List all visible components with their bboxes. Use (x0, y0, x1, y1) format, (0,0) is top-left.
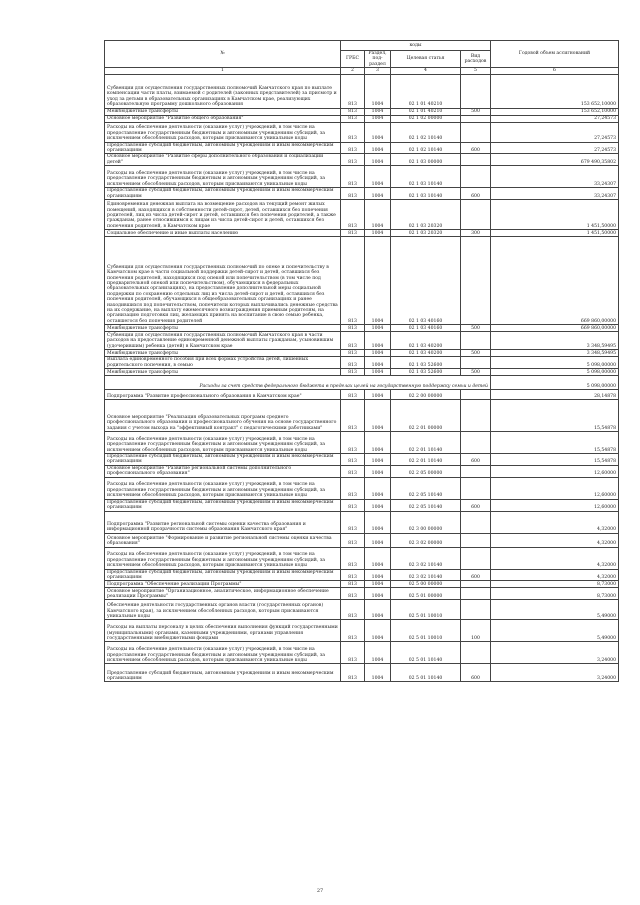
row-grbs: 813 (341, 369, 365, 376)
row-section: 1004 (365, 465, 391, 477)
row-grbs: 813 (341, 115, 365, 122)
row-type (461, 588, 491, 600)
row-amount: 4,32000 (491, 547, 619, 569)
row-grbs: 813 (341, 230, 365, 237)
row-name: Основное мероприятие "Развитие общего образования" (105, 115, 341, 122)
row-amount: 33,24307 (491, 188, 619, 200)
row-section: 1004 (365, 547, 391, 569)
column-index: 4 (391, 68, 461, 74)
row-section: 1004 (365, 620, 391, 642)
row-grbs: 813 (341, 477, 365, 499)
table-row (105, 533, 619, 547)
table-row (105, 108, 619, 115)
row-grbs: 813 (341, 432, 365, 454)
row-grbs: 813 (341, 569, 365, 581)
row-name: Подпрограмма "Обеспечение реализации Программы" (105, 581, 341, 588)
row-section: 1004 (365, 454, 391, 466)
row-amount: 12,60000 (491, 499, 619, 511)
row-grbs: 813 (341, 350, 365, 357)
row-name: Основное мероприятие "Реализация образовательных программ среднего профессионального образования и профессионального обучения на основе государственного задания с учетом выхода на "эффективный контракт" с педагогическими работниками" (105, 400, 341, 432)
row-grbs: 813 (341, 499, 365, 511)
table-row (105, 369, 619, 376)
table-row (105, 74, 619, 108)
row-target: 02 3 00 00000 (391, 511, 461, 533)
row-type (461, 600, 491, 620)
row-section: 1004 (365, 332, 391, 350)
column-index: 5 (461, 68, 491, 74)
row-amount: 153 652,10000 (491, 74, 619, 108)
table-row (105, 230, 619, 237)
row-type (461, 122, 491, 142)
row-name: Межбюджетные трансферты (105, 325, 341, 332)
row-type: 500 (461, 325, 491, 332)
table-row (105, 499, 619, 511)
column-index: 1 (105, 68, 341, 74)
column-header-type: Вид расходов (461, 51, 491, 68)
table-row (105, 620, 619, 642)
row-type (461, 237, 491, 325)
row-target: 02 1 03 40160 (391, 237, 461, 325)
row-target: 02 2 05 10140 (391, 499, 461, 511)
table-row (105, 465, 619, 477)
column-header-target: Целевая статья (391, 51, 461, 68)
row-grbs: 813 (341, 357, 365, 369)
row-name: Предоставление субсидий бюджетным, автономным учреждениям и иным некоммерческим организациям (105, 142, 341, 154)
row-amount: 27,24573 (491, 122, 619, 142)
row-target: 02 5 01 10140 (391, 642, 461, 664)
row-amount: 12,60000 (491, 477, 619, 499)
row-amount: 669 860,00000 (491, 325, 619, 332)
row-grbs: 813 (341, 664, 365, 682)
row-grbs: 813 (341, 588, 365, 600)
row-grbs: 813 (341, 581, 365, 588)
row-target: 02 1 03 40200 (391, 350, 461, 357)
row-target: 02 3 02 10140 (391, 569, 461, 581)
row-name: Расходы на обеспечение деятельности (оказание услуг) учреждений, в том числе на предоставление государственным бюджетным и автономным учреждениям субсидий, за исключением обособленных расходов, которым присваиваются уникальные коды (105, 166, 341, 188)
table-row (105, 547, 619, 569)
row-name: Межбюджетные трансферты (105, 350, 341, 357)
row-type (461, 200, 491, 230)
row-target: 02 1 03 20320 (391, 230, 461, 237)
row-section: 1004 (365, 350, 391, 357)
row-grbs: 813 (341, 325, 365, 332)
row-type: 600 (461, 454, 491, 466)
row-name: Расходы на обеспечение деятельности (оказание услуг) учреждений, в том числе на предоставление государственным бюджетным и автономным учреждениям субсидий, за исключением обособленных расходов, которым присваиваются уникальные коды (105, 432, 341, 454)
row-grbs: 813 (341, 600, 365, 620)
row-type (461, 432, 491, 454)
row-target: 02 1 02 10140 (391, 142, 461, 154)
row-target: 02 3 02 00000 (391, 533, 461, 547)
column-header-amount: Годовой объем ассигнований (491, 41, 619, 68)
row-grbs: 813 (341, 533, 365, 547)
row-name: Подпрограмма "Развитие региональной системы оценки качества образования и информационной прозрачности системы образования Камчатского края" (105, 511, 341, 533)
row-grbs: 813 (341, 108, 365, 115)
row-grbs: 813 (341, 454, 365, 466)
table-row (105, 642, 619, 664)
table-row (105, 588, 619, 600)
column-header-section: Раздел, под-раздел (365, 51, 391, 68)
row-section: 1004 (365, 511, 391, 533)
row-section: 1004 (365, 600, 391, 620)
row-name: Основное мероприятие "Организационное, аналитическое, информационное обеспечение реализации Программы" (105, 588, 341, 600)
row-target: 02 5 01 10140 (391, 664, 461, 682)
row-section: 1004 (365, 357, 391, 369)
row-amount: 28,14878 (491, 390, 619, 400)
table-row (105, 664, 619, 682)
row-target: 02 2 00 00000 (391, 390, 461, 400)
row-type (461, 477, 491, 499)
row-target: 02 1 03 52600 (391, 369, 461, 376)
row-type: 500 (461, 369, 491, 376)
row-amount: 12,60000 (491, 465, 619, 477)
row-name: Расходы на обеспечение деятельности (оказание услуг) учреждений, в том числе на предоставление государственным бюджетным и автономным учреждениям субсидий, за исключением обособленных расходов, которым присваиваются уникальные коды (105, 642, 341, 664)
table-row (105, 237, 619, 325)
row-section: 1004 (365, 432, 391, 454)
table-row (105, 569, 619, 581)
row-section: 1004 (365, 115, 391, 122)
row-target: 02 1 03 10140 (391, 188, 461, 200)
row-name: Расходы на обеспечение деятельности (оказание услуг) учреждений, в том числе на предоставление государственным бюджетным и автономным учреждениям субсидий, за исключением обособленных расходов, которым присваиваются уникальные коды (105, 477, 341, 499)
row-grbs: 813 (341, 237, 365, 325)
row-grbs: 813 (341, 188, 365, 200)
table-row (105, 166, 619, 188)
table-row (105, 350, 619, 357)
row-amount: 33,24307 (491, 166, 619, 188)
table-row (105, 332, 619, 350)
row-name: Субвенции для осуществления государственных полномочий Камчатского края в части расходов на предоставление единовременной денежной выплаты гражданам, усыновившим (удочерившим) ребенка (детей) в Камчатском крае (105, 332, 341, 350)
row-type (461, 581, 491, 588)
row-amount: 3,24000 (491, 642, 619, 664)
row-grbs: 813 (341, 400, 365, 432)
row-note: Расходы за счет средств федерального бюджета в пределах целей на государственную поддержку семьи и детей (105, 376, 491, 390)
row-type: 600 (461, 664, 491, 682)
row-section: 1004 (365, 642, 391, 664)
row-target: 02 5 01 10010 (391, 620, 461, 642)
row-amount: 5 098,00000 (491, 357, 619, 369)
table-row (105, 154, 619, 166)
row-target: 02 1 03 40160 (391, 325, 461, 332)
row-target: 02 2 05 10140 (391, 477, 461, 499)
row-type (461, 533, 491, 547)
row-amount: 15,54878 (491, 454, 619, 466)
row-section: 1004 (365, 142, 391, 154)
row-target: 02 1 01 40210 (391, 108, 461, 115)
row-grbs: 813 (341, 200, 365, 230)
row-name: Предоставление субсидий бюджетным, автономным учреждениям и иным некоммерческим организациям (105, 499, 341, 511)
row-type: 600 (461, 188, 491, 200)
row-type (461, 642, 491, 664)
row-type (461, 511, 491, 533)
row-amount: 8,73000 (491, 588, 619, 600)
row-amount: 153 652,10000 (491, 108, 619, 115)
column-header-codes: коды (341, 41, 491, 51)
column-index: 2 (341, 68, 365, 74)
row-name: Предоставление субсидий бюджетным, автономным учреждениям и иным некоммерческим организациям (105, 569, 341, 581)
row-section: 1004 (365, 230, 391, 237)
row-target: 02 1 03 40200 (391, 332, 461, 350)
row-target: 02 1 01 40210 (391, 74, 461, 108)
row-name: Предоставление субсидий бюджетным, автономным учреждениям и иным некоммерческим организациям (105, 454, 341, 466)
row-name: Обеспечение деятельности государственных органов власти (государственных органов) Камчатского края), за исключением обособленных расходов, которым присваиваются уникальные коды (105, 600, 341, 620)
row-target: 02 2 01 10140 (391, 454, 461, 466)
row-amount: 5,49000 (491, 600, 619, 620)
column-index: 6 (491, 68, 619, 74)
row-section: 1004 (365, 74, 391, 108)
row-section: 1004 (365, 122, 391, 142)
column-index: 3 (365, 68, 391, 74)
table-body (105, 74, 619, 682)
row-amount: 4,32000 (491, 533, 619, 547)
row-section: 1004 (365, 390, 391, 400)
table-row (105, 477, 619, 499)
row-amount: 1 451,50000 (491, 230, 619, 237)
row-amount: 15,54878 (491, 432, 619, 454)
row-name: Расходы на выплаты персоналу в целях обеспечения выполнения функций государственными (муниципальными) органами, казенными учреждениями, органами управления государственными внебюджетными фондами (105, 620, 341, 642)
table-row (105, 400, 619, 432)
table-row (105, 511, 619, 533)
row-target: 02 2 01 00000 (391, 400, 461, 432)
table-row (105, 454, 619, 466)
row-amount: 1 451,50000 (491, 200, 619, 230)
row-name: Межбюджетные трансферты (105, 369, 341, 376)
row-type (461, 390, 491, 400)
row-name: Субвенции для осуществления государственных полномочий Камчатского края по выплате компенсации части платы, взимаемой с родителей (законных представителей) за присмотр и уход за детьми в образовательных организациях в Камчатском крае, реализующих образовательную программу дошкольного образования (105, 74, 341, 108)
row-target: 02 1 03 10140 (391, 166, 461, 188)
row-section: 1004 (365, 569, 391, 581)
row-grbs: 813 (341, 642, 365, 664)
table-row (105, 188, 619, 200)
row-grbs: 813 (341, 154, 365, 166)
row-amount: 3,24000 (491, 664, 619, 682)
row-amount: 27,24573 (491, 115, 619, 122)
row-type: 100 (461, 620, 491, 642)
row-target: 02 1 02 10140 (391, 122, 461, 142)
row-type (461, 400, 491, 432)
row-section: 1004 (365, 200, 391, 230)
row-type: 600 (461, 142, 491, 154)
row-amount: 4,32000 (491, 511, 619, 533)
row-type: 600 (461, 499, 491, 511)
row-amount: 679 490,35802 (491, 154, 619, 166)
row-section: 1004 (365, 154, 391, 166)
row-target: 02 1 03 20320 (391, 200, 461, 230)
row-type (461, 547, 491, 569)
table-row (105, 432, 619, 454)
column-header-grbs: ГРБС (341, 51, 365, 68)
row-grbs: 813 (341, 332, 365, 350)
row-name: Выплата единовременного пособия при всех формах устройства детей, лишенных родительского попечения, в семью (105, 357, 341, 369)
row-type (461, 465, 491, 477)
row-name: Единовременная денежная выплата на возмещение расходов на текущий ремонт жилых помещений, находящихся в собственности детей-сирот, детей, оставшихся без попечения родителей, лиц из числа детей-сирот и детей, оставшихся без попечения родителей, а также гражданам, ранее относившимся к лицам из числа детей-сирот и детей, оставшихся без попечения родителей, в Камчатском крае (105, 200, 341, 230)
row-section: 1004 (365, 664, 391, 682)
row-grbs: 813 (341, 390, 365, 400)
row-type: 500 (461, 350, 491, 357)
row-grbs: 813 (341, 166, 365, 188)
row-amount: 3 348,59495 (491, 350, 619, 357)
row-name: Социальное обеспечение и иные выплаты населению (105, 230, 341, 237)
row-target: 02 5 00 00000 (391, 581, 461, 588)
row-grbs: 813 (341, 620, 365, 642)
table-row (105, 390, 619, 400)
row-section: 1004 (365, 477, 391, 499)
table-row (105, 581, 619, 588)
row-name: Субвенции для осуществления государственных полномочий по опеке и попечительству в Камчатском крае в части социальной поддержки детей-сирот и детей, оставшихся без попечения родителей, находящихся под опекой или попечительством (в том числе под предварительной опекой или попечительством), обучающихся в федеральных образовательных организациях), на предоставление дополнительной меры социальной поддержки по сохранению отдельных лиц из числа детей-сирот и детей, оставшихся без попечения родителей, обучающихся в общеобразовательных организациях и ранее находившихся под попечительством, попечители которых выплачивались денежные средства на их содержание, на выплату ежемесячного вознаграждения приемным родителям, на организацию подготовки лиц, желающих принять на воспитание в свою семью ребенка, оставшегося без попечения родителей (105, 237, 341, 325)
table-row (105, 142, 619, 154)
row-name: Основное мероприятие "Формирование и развитие региональной системы оценки качества образования" (105, 533, 341, 547)
row-section: 1004 (365, 325, 391, 332)
table-row (105, 357, 619, 369)
row-target: 02 5 01 10010 (391, 600, 461, 620)
row-grbs: 813 (341, 511, 365, 533)
row-grbs: 813 (341, 122, 365, 142)
budget-table (104, 40, 619, 682)
row-name: Основное мероприятие "Развитие сферы дополнительного образования и социализации детей" (105, 154, 341, 166)
row-type: 500 (461, 108, 491, 115)
row-section: 1004 (365, 237, 391, 325)
table-row (105, 200, 619, 230)
row-target: 02 1 02 00000 (391, 115, 461, 122)
row-grbs: 813 (341, 142, 365, 154)
row-type (461, 74, 491, 108)
row-amount: 5 098,00000 (491, 369, 619, 376)
row-amount: 5 098,00000 (491, 376, 619, 390)
row-section: 1004 (365, 166, 391, 188)
row-type: 600 (461, 569, 491, 581)
row-grbs: 813 (341, 74, 365, 108)
row-section: 1004 (365, 588, 391, 600)
row-target: 02 1 03 00000 (391, 154, 461, 166)
row-type: 300 (461, 230, 491, 237)
row-type (461, 166, 491, 188)
row-name: Предоставление субсидий бюджетным, автономным учреждениям и иным некоммерческим организациям (105, 664, 341, 682)
row-target: 02 3 02 10140 (391, 547, 461, 569)
row-name: Подпрограмма "Развитие профессионального образования в Камчатском крае" (105, 390, 341, 400)
row-target: 02 5 01 00000 (391, 588, 461, 600)
page-number: 27 (316, 888, 324, 894)
table-row (105, 325, 619, 332)
row-section: 1004 (365, 581, 391, 588)
table-row (105, 376, 619, 390)
column-header-number: № (105, 41, 341, 68)
row-section: 1004 (365, 369, 391, 376)
row-target: 02 2 05 00000 (391, 465, 461, 477)
row-type (461, 115, 491, 122)
table-row (105, 122, 619, 142)
row-section: 1004 (365, 400, 391, 432)
row-grbs: 813 (341, 465, 365, 477)
row-section: 1004 (365, 499, 391, 511)
row-amount: 4,32000 (491, 569, 619, 581)
row-type (461, 357, 491, 369)
row-amount: 3 348,59495 (491, 332, 619, 350)
row-target: 02 2 01 10140 (391, 432, 461, 454)
row-type (461, 154, 491, 166)
row-name: Расходы на обеспечение деятельности (оказание услуг) учреждений, в том числе на предоставление государственным бюджетным и автономным учреждениям субсидий, за исключением обособленных расходов, которым присваиваются уникальные коды (105, 547, 341, 569)
table-row (105, 115, 619, 122)
row-name: Предоставление субсидий бюджетным, автономным учреждениям и иным некоммерческим организациям (105, 188, 341, 200)
row-amount: 15,54878 (491, 400, 619, 432)
row-type (461, 332, 491, 350)
row-section: 1004 (365, 188, 391, 200)
row-amount: 8,73000 (491, 581, 619, 588)
row-amount: 5,49000 (491, 620, 619, 642)
row-name: Расходы на обеспечение деятельности (оказание услуг) учреждений, в том числе на предоставление государственным бюджетным и автономным учреждениям субсидий, за исключением обособленных расходов, которым присваиваются уникальные коды (105, 122, 341, 142)
row-name: Основное мероприятие "Развитие региональной системы дополнительного профессионального образования" (105, 465, 341, 477)
row-target: 02 1 03 52600 (391, 357, 461, 369)
row-amount: 27,24573 (491, 142, 619, 154)
row-grbs: 813 (341, 547, 365, 569)
row-section: 1004 (365, 533, 391, 547)
table-row (105, 600, 619, 620)
row-name: Межбюджетные трансферты (105, 108, 341, 115)
row-section: 1004 (365, 108, 391, 115)
row-amount: 669 860,00000 (491, 237, 619, 325)
